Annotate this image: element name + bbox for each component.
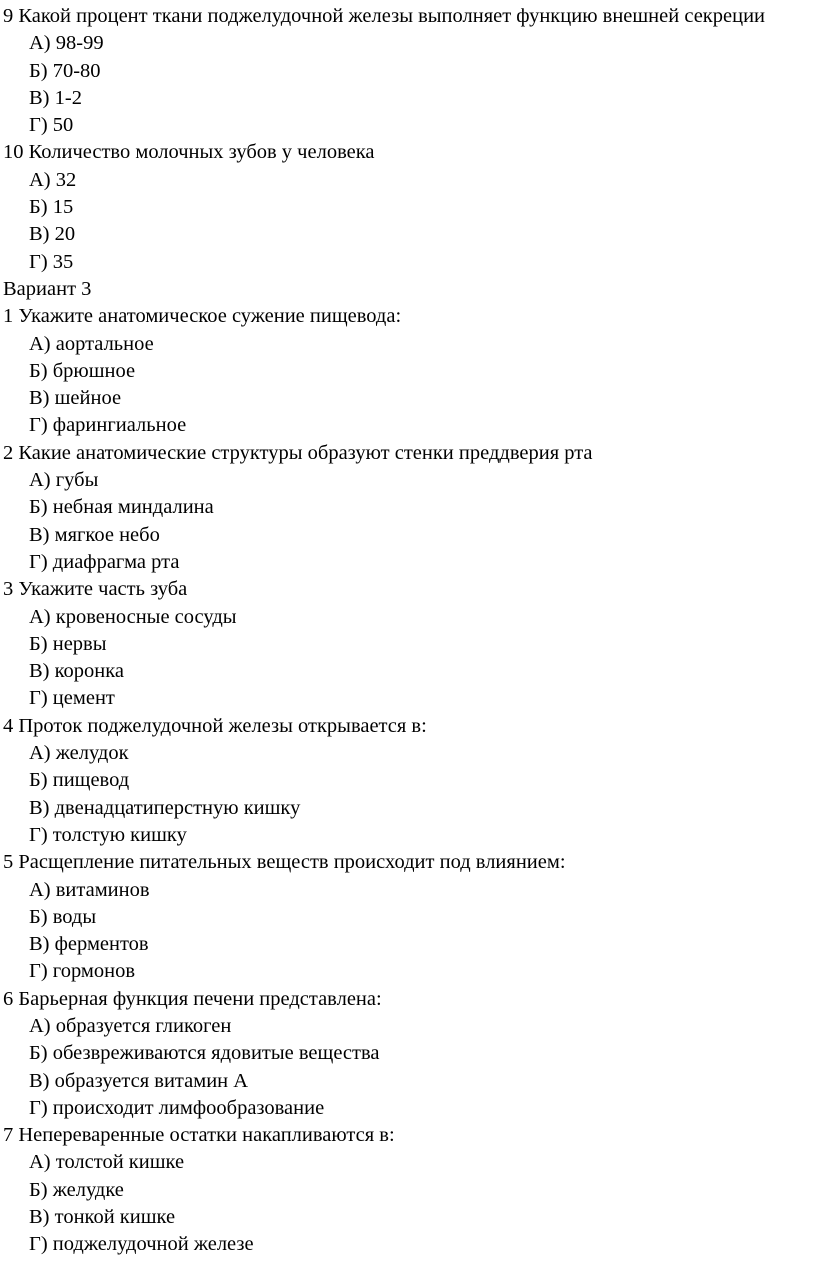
answer-option: Г) гормонов [29,960,136,983]
answer-option: А) 98-99 [29,32,104,55]
answer-option: А) толстой кишке [29,1151,185,1174]
question-text: 4 Проток поджелудочной железы открывается в: [3,714,427,737]
question-v3-5 [3,849,813,985]
answer-option: А) аортальное [29,332,154,355]
answer-option: В) шейное [29,387,122,410]
answer-option: Г) поджелудочной железе [29,1233,254,1256]
answer-option: Б) пищевод [29,769,130,792]
question-v3-3 [3,576,813,712]
question-v3-4 [3,713,813,849]
answer-option: Б) желудке [29,1178,124,1201]
answer-option: Г) 50 [29,114,74,137]
answer-option: В) 20 [29,223,76,246]
question-text: 10 Количество молочных зубов у человека [3,141,375,164]
question-text: 9 Какой процент ткани поджелудочной железы выполняет функцию внешней секреции [3,5,766,27]
answer-option: А) кровеносные сосуды [29,605,237,628]
answer-option: Б) 15 [29,196,74,219]
document-page [3,3,813,1259]
question-text: 1 Укажите анатомическое сужение пищевода: [3,305,402,328]
answer-option: В) двенадцатиперстную кишку [29,796,301,819]
answer-option: А) витаминов [29,878,150,901]
answer-option: А) образуется гликоген [29,1014,232,1037]
answer-option: А) губы [29,469,99,492]
question-v3-2 [3,440,813,576]
answer-option: В) мягкое небо [29,523,160,546]
question-v3-1 [3,303,813,439]
answer-option: А) 32 [29,168,77,191]
answer-option: Б) нервы [29,632,107,655]
answer-option: В) коронка [29,660,125,683]
answer-option: Г) происходит лимфообразование [29,1096,325,1119]
answer-option: В) 1-2 [29,86,82,109]
question-text: 3 Укажите часть зуба [3,578,188,601]
answer-option: Б) воды [29,905,97,928]
question-text: 2 Какие анатомические структуры образуют стенки преддверия рта [3,441,593,464]
question-9 [3,3,813,139]
answer-option: Б) брюшное [29,359,136,382]
question-text: 7 Непереваренные остатки накапливаются в: [3,1124,395,1147]
question-v3-7 [3,1122,813,1258]
answer-option: В) образуется витамин А [29,1069,249,1092]
answer-option: Г) фарингиальное [29,414,187,437]
variant-title: Вариант 3 [3,277,92,300]
question-v3-6 [3,986,813,1122]
question-text: 5 Расщепление питательных веществ происходит под влиянием: [3,851,566,874]
answer-option: В) тонкой кишке [29,1206,176,1229]
answer-option: Б) 70-80 [29,59,101,82]
answer-option: Г) диафрагма рта [29,550,180,573]
answer-option: Б) обезвреживаются ядовитые вещества [29,1042,380,1065]
answer-option: Г) цемент [29,687,115,710]
answer-option: Г) 35 [29,250,74,273]
answer-option: Г) толстую кишку [29,823,187,846]
question-10 [3,139,813,275]
answer-option: Б) небная миндалина [29,496,214,519]
answer-option: А) желудок [29,742,129,765]
question-text: 6 Барьерная функция печени представлена: [3,987,382,1010]
answer-option: В) ферментов [29,933,149,956]
